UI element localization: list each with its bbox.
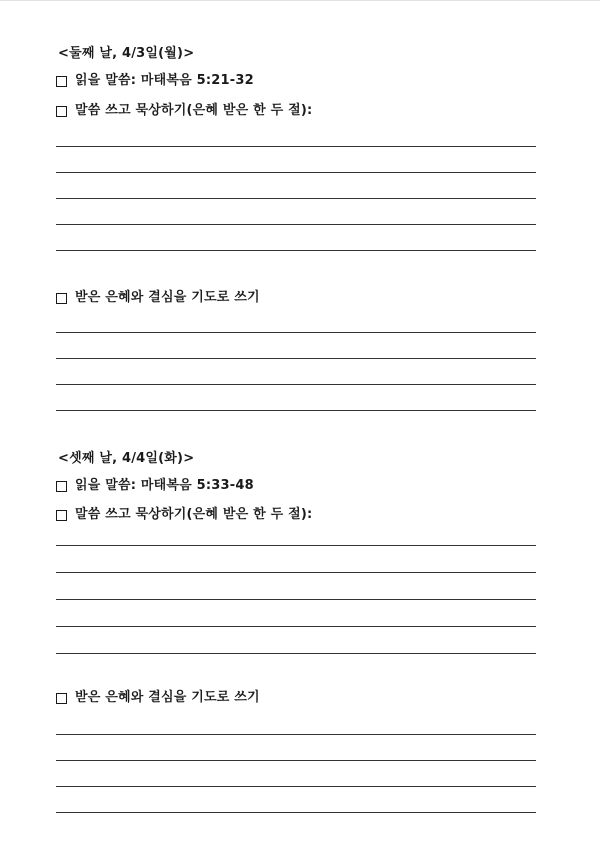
prayer-label: 받은 은혜와 결심을 기도로 쓰기 — [75, 690, 260, 705]
checkbox[interactable] — [56, 481, 67, 492]
scan-edge — [0, 0, 600, 1]
checkbox[interactable] — [56, 293, 67, 304]
writing-line[interactable] — [56, 146, 536, 147]
checkbox[interactable] — [56, 693, 67, 704]
prayer-item — [56, 690, 260, 706]
writing-line[interactable] — [56, 250, 536, 251]
writing-line[interactable] — [56, 172, 536, 173]
writing-line[interactable] — [56, 198, 536, 199]
writing-line[interactable] — [56, 332, 536, 333]
checkbox[interactable] — [56, 106, 67, 117]
writing-line[interactable] — [56, 653, 536, 654]
writing-line[interactable] — [56, 812, 536, 813]
meditation-label: 말씀 쓰고 묵상하기(은혜 받은 한 두 절): — [75, 103, 313, 118]
meditation-label: 말씀 쓰고 묵상하기(은혜 받은 한 두 절): — [75, 507, 313, 522]
writing-line[interactable] — [56, 358, 536, 359]
writing-line[interactable] — [56, 572, 536, 573]
writing-line[interactable] — [56, 224, 536, 225]
reading-label: 읽을 말씀: 마태복음 5:33-48 — [75, 478, 254, 493]
meditation-item — [56, 103, 312, 119]
writing-line[interactable] — [56, 734, 536, 735]
writing-line[interactable] — [56, 760, 536, 761]
writing-line[interactable] — [56, 410, 536, 411]
day-heading: <셋째 날, 4/4일(화)> — [58, 451, 195, 466]
writing-line[interactable] — [56, 599, 536, 600]
reading-item — [56, 478, 254, 494]
reading-item — [56, 73, 254, 89]
writing-line[interactable] — [56, 786, 536, 787]
prayer-item — [56, 290, 260, 306]
writing-line[interactable] — [56, 384, 536, 385]
checkbox[interactable] — [56, 510, 67, 521]
checkbox[interactable] — [56, 76, 67, 87]
day-heading: <둘째 날, 4/3일(월)> — [58, 46, 195, 61]
writing-line[interactable] — [56, 626, 536, 627]
meditation-item — [56, 507, 312, 523]
writing-line[interactable] — [56, 545, 536, 546]
reading-label: 읽을 말씀: 마태복음 5:21-32 — [75, 73, 254, 88]
prayer-label: 받은 은혜와 결심을 기도로 쓰기 — [75, 290, 260, 305]
